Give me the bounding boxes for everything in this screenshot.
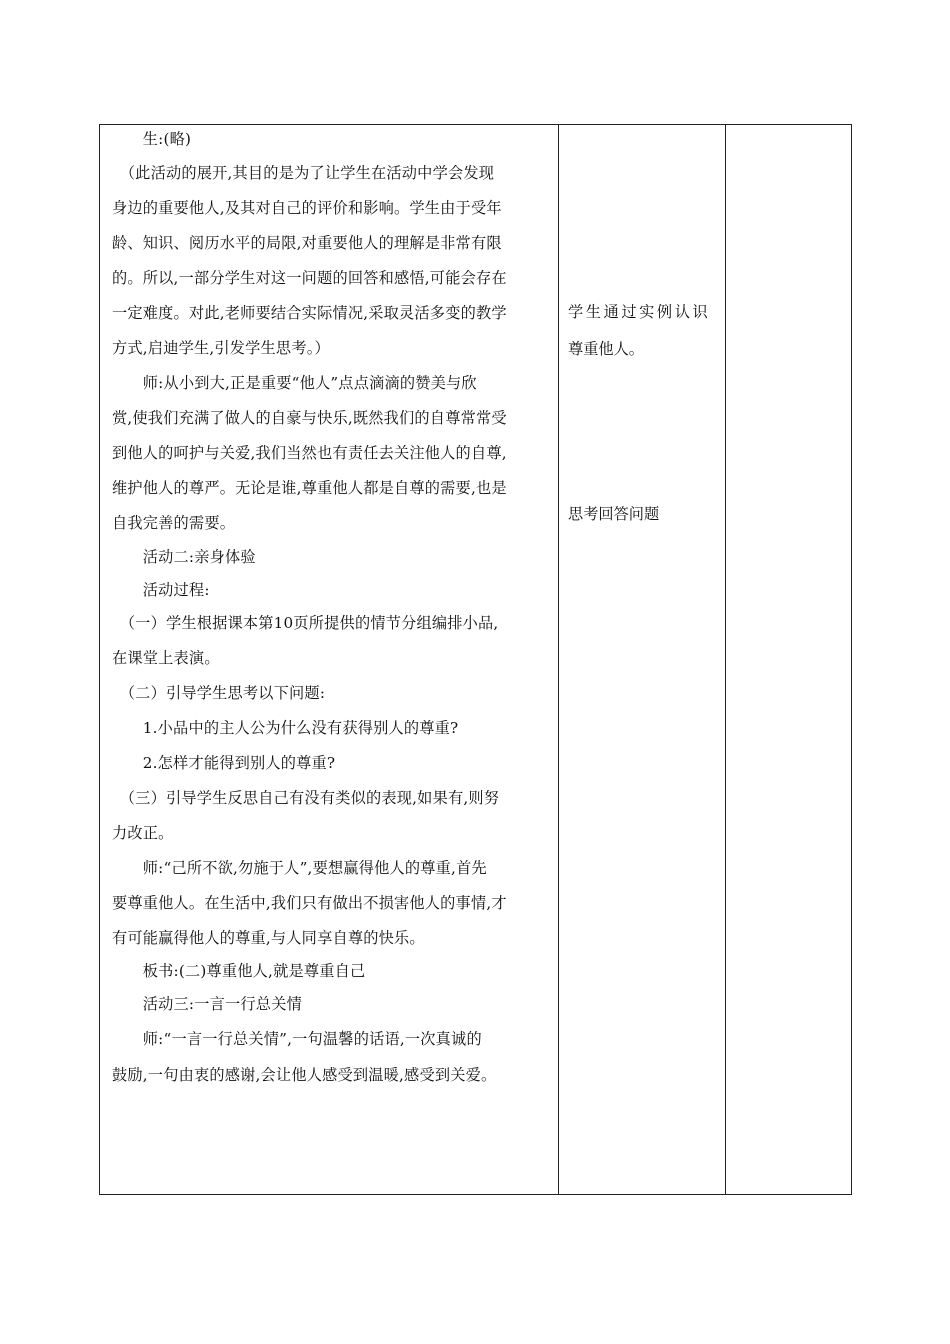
student-activity-line: 学生通过实例认识 bbox=[568, 303, 711, 321]
student-activity-cell bbox=[558, 125, 725, 1194]
content-line: 到他人的呵护与关爱,我们当然也有责任去关注他人的自尊, bbox=[112, 444, 507, 462]
content-line: 要尊重他人。在生活中,我们只有做出不损害他人的事情,才 bbox=[112, 894, 507, 912]
content-line: 师:从小到大,正是重要“他人”点点滴滴的赞美与欣 bbox=[112, 374, 477, 392]
student-activity-line: 尊重他人。 bbox=[568, 340, 644, 358]
content-line: 师:“一言一行总关情”,一句温馨的话语,一次真诚的 bbox=[112, 1030, 482, 1048]
notes-cell bbox=[725, 125, 853, 1194]
content-line: 身边的重要他人,及其对自己的评价和影响。学生由于受年 bbox=[112, 199, 502, 217]
content-line: 龄、知识、阅历水平的局限,对重要他人的理解是非常有限 bbox=[112, 234, 502, 252]
content-line: 鼓励,一句由衷的感谢,会让他人感受到温暖,感受到关爱。 bbox=[112, 1066, 497, 1084]
student-activity-line: 思考回答问题 bbox=[568, 505, 660, 523]
activity-heading: 活动三:一言一行总关情 bbox=[112, 995, 302, 1013]
content-line: 方式,启迪学生,引发学生思考。） bbox=[112, 339, 330, 357]
content-line: （三）引导学生反思自己有没有类似的表现,如果有,则努 bbox=[112, 789, 500, 807]
content-line: 生:(略) bbox=[112, 130, 192, 148]
teaching-content-cell bbox=[100, 125, 558, 1194]
content-line: 师:“己所不欲,勿施于人”,要想赢得他人的尊重,首先 bbox=[112, 859, 487, 877]
activity-heading: 活动二:亲身体验 bbox=[112, 548, 256, 566]
content-line: 自我完善的需要。 bbox=[112, 514, 236, 532]
content-line: 维护他人的尊严。无论是谁,尊重他人都是自尊的需要,也是 bbox=[112, 479, 507, 497]
content-line: 2.怎样才能得到别人的尊重? bbox=[112, 754, 336, 772]
content-line: 有可能赢得他人的尊重,与人同享自尊的快乐。 bbox=[112, 929, 425, 947]
content-line: （一）学生根据课本第10页所提供的情节分组编排小品, bbox=[112, 614, 499, 632]
content-line: 力改正。 bbox=[112, 824, 174, 842]
content-line: 1.小品中的主人公为什么没有获得别人的尊重? bbox=[112, 719, 459, 737]
content-line: 在课堂上表演。 bbox=[112, 649, 220, 667]
content-line: 一定难度。对此,老师要结合实际情况,采取灵活多变的教学 bbox=[112, 304, 507, 322]
content-line: 的。所以,一部分学生对这一问题的回答和感悟,可能会存在 bbox=[112, 269, 507, 287]
content-line: 赏,使我们充满了做人的自豪与快乐,既然我们的自尊常常受 bbox=[112, 409, 507, 427]
lesson-plan-table bbox=[99, 124, 852, 1195]
content-line: （二）引导学生思考以下问题: bbox=[112, 684, 326, 702]
blackboard-note: 板书:(二)尊重他人,就是尊重自己 bbox=[112, 962, 366, 980]
content-line: 活动过程: bbox=[112, 581, 210, 599]
content-line: （此活动的展开,其目的是为了让学生在活动中学会发现 bbox=[112, 164, 495, 182]
